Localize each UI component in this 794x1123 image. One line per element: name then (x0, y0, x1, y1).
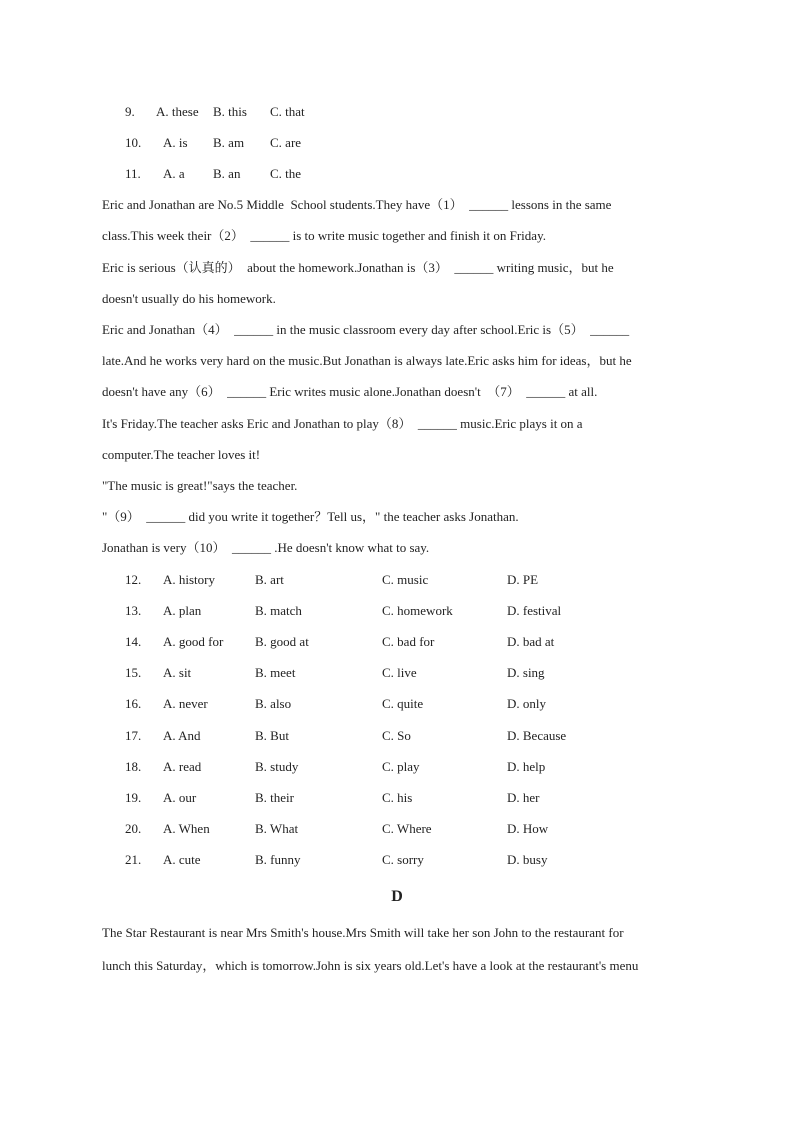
option-d: D. her (507, 790, 540, 805)
option-c: C. his (382, 790, 413, 805)
option-b: B. also (255, 696, 292, 711)
question-number: 16. (125, 696, 142, 711)
question-number: 11. (125, 166, 141, 181)
option-b: B. their (255, 790, 294, 805)
option-a: A. When (163, 821, 210, 836)
option-a: A. good for (163, 634, 224, 649)
section-heading: D (391, 888, 403, 905)
option-c: C. So (382, 728, 411, 743)
passage-line: doesn't have any（6） ______ Eric writes music alone.Jonathan doesn't （7） ______ at all. (102, 384, 598, 399)
option-b: B. this (213, 104, 247, 119)
option-c: C. that (270, 104, 305, 119)
option-b: B. funny (255, 852, 301, 867)
passage-line: doesn't usually do his homework. (102, 291, 276, 306)
passage-line: It's Friday.The teacher asks Eric and Jonathan to play（8） ______ music.Eric plays it on a (102, 416, 583, 431)
option-a: A. our (163, 790, 197, 805)
option-d: D. How (507, 821, 549, 836)
option-b: B. study (255, 759, 299, 774)
passage-line: Jonathan is very（10） ______ .He doesn't know what to say. (102, 540, 430, 555)
option-d: D. Because (507, 728, 567, 743)
passage-line: Eric and Jonathan（4） ______ in the music classroom every day after school.Eric is（5） ______ (102, 322, 630, 337)
passage-line: computer.The teacher loves it! (102, 447, 261, 462)
option-b: B. art (255, 572, 284, 587)
option-d: D. busy (507, 852, 548, 867)
question-number: 19. (125, 790, 142, 805)
passage-line: class.This week their（2） ______ is to write music together and finish it on Friday. (102, 228, 546, 243)
option-b: B. meet (255, 665, 296, 680)
option-c: C. homework (382, 603, 453, 618)
passage-line: "The music is great!"says the teacher. (102, 478, 298, 493)
option-b: B. match (255, 603, 302, 618)
option-a: A. is (163, 135, 188, 150)
question-number: 10. (125, 135, 142, 150)
option-a: A. sit (163, 665, 192, 680)
question-number: 20. (125, 821, 142, 836)
option-a: A. these (156, 104, 199, 119)
question-number: 21. (125, 852, 142, 867)
option-c: C. live (382, 665, 417, 680)
passage-d-line: The Star Restaurant is near Mrs Smith's house.Mrs Smith will take her son John to the restaurant for (102, 925, 624, 940)
option-d: D. festival (507, 603, 562, 618)
option-a: A. read (163, 759, 202, 774)
option-a: A. history (163, 572, 215, 587)
option-b: B. an (213, 166, 241, 181)
question-number: 17. (125, 728, 142, 743)
option-c: C. play (382, 759, 420, 774)
option-c: C. quite (382, 696, 424, 711)
option-a: A. plan (163, 603, 202, 618)
option-b: B. good at (255, 634, 309, 649)
passage-d-line: lunch this Saturday，which is tomorrow.John is six years old.Let's have a look at the restaurant's menu (102, 958, 639, 973)
option-a: A. And (163, 728, 201, 743)
option-c: C. are (270, 135, 302, 150)
passage-line: "（9） ______ did you write it together？Tell us，" the teacher asks Jonathan. (102, 509, 519, 524)
question-number: 13. (125, 603, 142, 618)
passage-line: Eric is serious（认真的） about the homework.Jonathan is（3） ______ writing music，but he (102, 260, 614, 275)
option-d: D. sing (507, 665, 545, 680)
option-c: C. bad for (382, 634, 435, 649)
option-d: D. PE (507, 572, 539, 587)
passage-line: late.And he works very hard on the music.But Jonathan is always late.Eric asks him for ideas，but he (102, 353, 632, 368)
option-a: A. a (163, 166, 185, 181)
option-b: B. But (255, 728, 289, 743)
option-d: D. bad at (507, 634, 555, 649)
option-c: C. music (382, 572, 429, 587)
question-number: 15. (125, 665, 142, 680)
question-number: 9. (125, 104, 135, 119)
question-number: 14. (125, 634, 142, 649)
option-d: D. only (507, 696, 546, 711)
question-number: 12. (125, 572, 142, 587)
option-a: A. never (163, 696, 208, 711)
option-b: B. What (255, 821, 299, 836)
option-c: C. the (270, 166, 302, 181)
option-c: C. sorry (382, 852, 424, 867)
passage-line: Eric and Jonathan are No.5 Middle School students.They have（1） ______ lessons in the same (102, 197, 612, 212)
option-a: A. cute (163, 852, 201, 867)
question-number: 18. (125, 759, 142, 774)
option-b: B. am (213, 135, 245, 150)
option-d: D. help (507, 759, 546, 774)
option-c: C. Where (382, 821, 432, 836)
